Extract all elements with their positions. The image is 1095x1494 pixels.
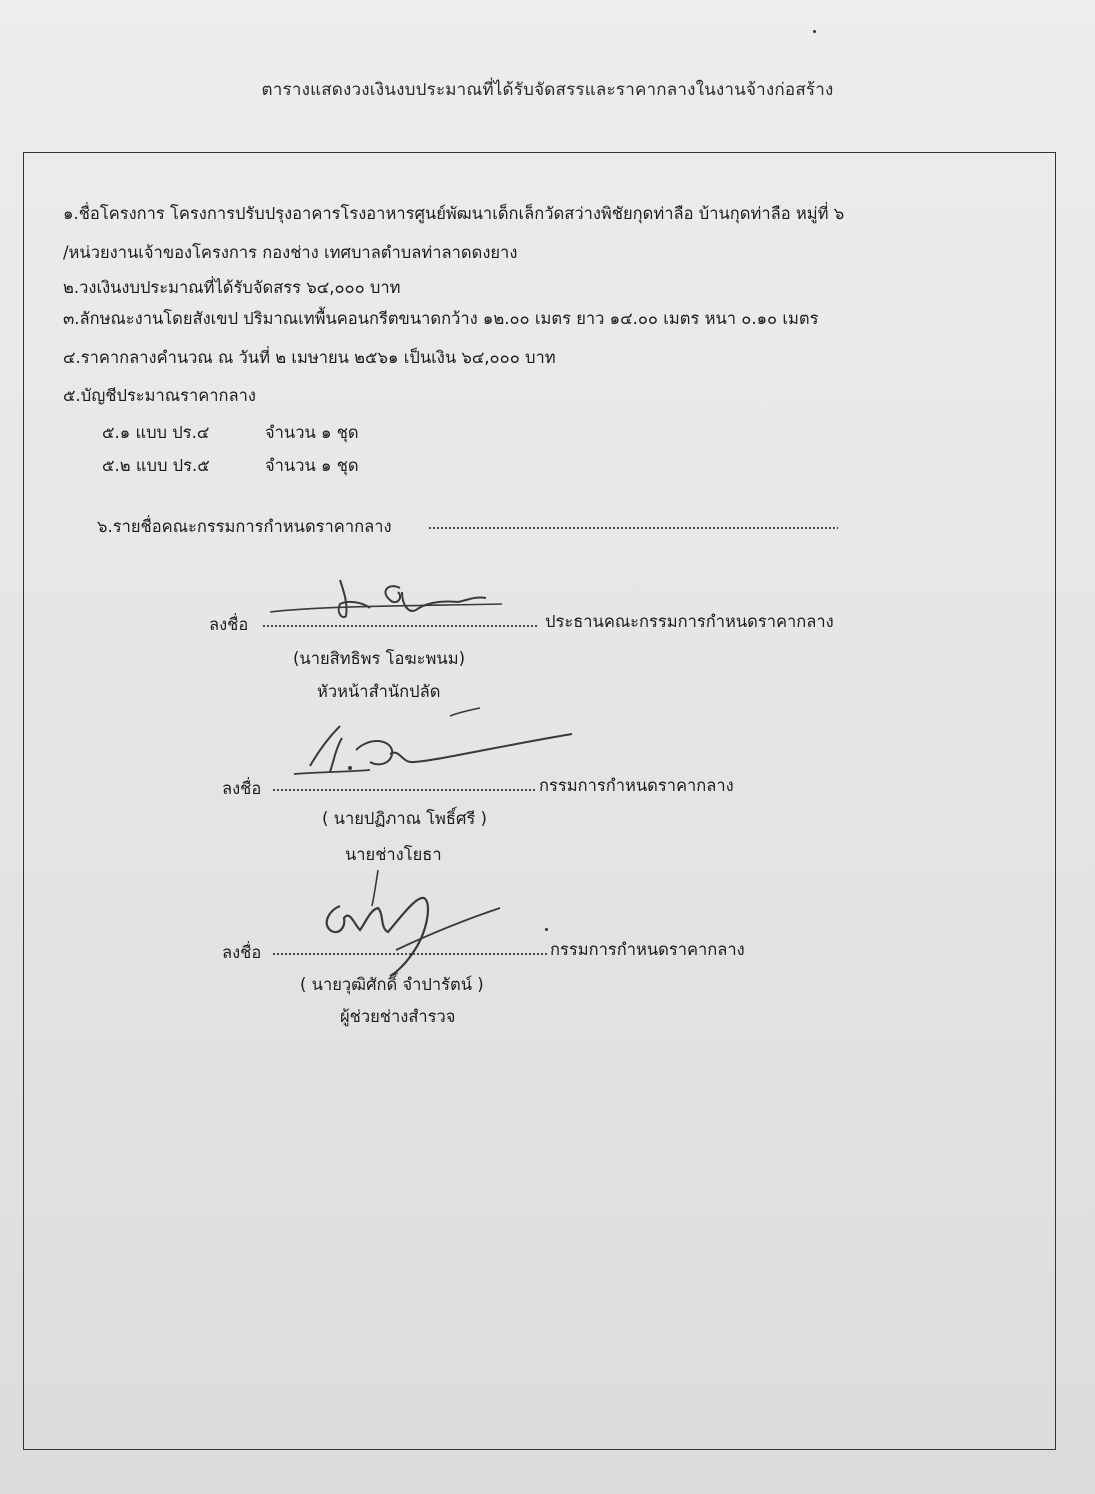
signature-2 <box>290 708 580 780</box>
description-line: ๓.ลักษณะงานโดยสังเขป ปริมาณเทพื้นคอนกรีตขนาดกว้าง ๑๒.๐๐ เมตร ยาว ๑๔.๐๐ เมตร หนา ๐.๑๐ เมตร <box>63 309 819 328</box>
bill-item-label: ๕.๒ แบบ ปร.๕ <box>102 456 210 475</box>
sign-label: ลงชื่อ <box>222 779 262 798</box>
signature-3 <box>300 862 510 982</box>
document-title: ตารางแสดงวงเงินงบประมาณที่ได้รับจัดสรรและราคากลางในงานจ้างก่อสร้าง <box>261 80 834 100</box>
signer-position: นายช่างโยธา <box>345 845 442 864</box>
bill-header: ๕.บัญชีประมาณราคากลาง <box>63 386 256 405</box>
agency-line: /หน่วยงานเจ้าของโครงการ กองช่าง เทศบาลตำบลท่าลาดดงยาง <box>63 243 518 262</box>
bill-item-qty: จำนวน ๑ ชุด <box>265 423 359 442</box>
committee-header: ๖.รายชื่อคณะกรรมการกำหนดราคากลาง <box>97 517 392 536</box>
signer-name: ( นายวุฒิศักดิ์ จำปารัตน์ ) <box>300 975 484 994</box>
signer-name: ( นายปฏิภาณ โพธิ์ศรี ) <box>322 809 487 828</box>
sign-label: ลงชื่อ <box>209 615 249 634</box>
paper-speck <box>813 30 816 33</box>
signature-1 <box>262 570 522 630</box>
signature-dotted-line <box>272 789 537 791</box>
bill-item-label: ๕.๑ แบบ ปร.๔ <box>102 423 210 442</box>
signer-role: กรรมการกำหนดราคากลาง <box>550 940 745 959</box>
sign-label: ลงชื่อ <box>222 943 262 962</box>
signer-name: (นายสิทธิพร โอฆะพนม) <box>293 649 466 668</box>
median-price-line: ๔.ราคากลางคำนวณ ณ วันที่ ๒ เมษายน ๒๕๖๑ เป็นเงิน ๖๔,๐๐๐ บาท <box>63 348 556 367</box>
signer-role: กรรมการกำหนดราคากลาง <box>539 776 734 795</box>
bill-item-qty: จำนวน ๑ ชุด <box>265 456 359 475</box>
paper-speck <box>545 928 548 931</box>
signer-role: ประธานคณะกรรมการกำหนดราคากลาง <box>545 612 834 631</box>
project-name-line: ๑.ชื่อโครงการ โครงการปรับปรุงอาคารโรงอาหารศูนย์พัฒนาเด็กเล็กวัดสว่างพิชัยกุดท่าลือ บ้านกุดท่าลือ หมู่ที่ ๖ <box>63 204 845 223</box>
budget-line: ๒.วงเงินงบประมาณที่ได้รับจัดสรร ๖๔,๐๐๐ บาท <box>63 278 401 297</box>
signer-position: ผู้ช่วยช่างสำรวจ <box>340 1007 456 1026</box>
signer-position: หัวหน้าสำนักปลัด <box>317 682 441 701</box>
committee-dotted-line <box>428 527 838 529</box>
